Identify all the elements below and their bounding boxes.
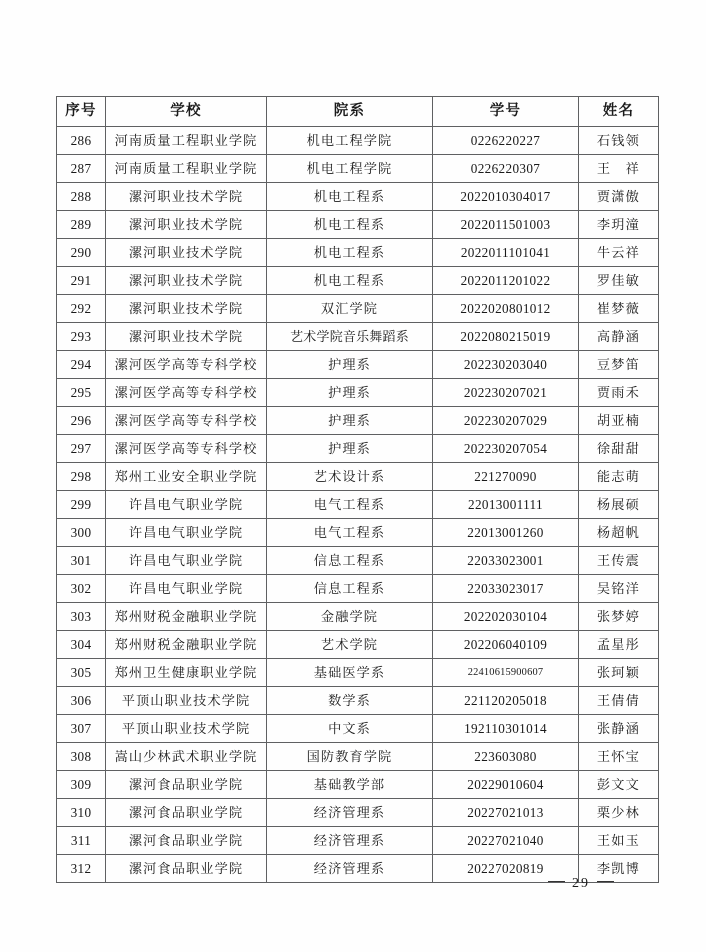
cell-name: 吴铭洋	[579, 575, 659, 603]
cell-name: 王如玉	[579, 827, 659, 855]
cell-student-id: 223603080	[433, 743, 579, 771]
table-row	[57, 183, 659, 211]
cell-seq: 288	[57, 183, 106, 211]
cell-seq: 298	[57, 463, 106, 491]
cell-student-id: 2022011101041	[433, 239, 579, 267]
cell-school: 许昌电气职业学院	[106, 519, 267, 547]
cell-dept: 中文系	[267, 715, 433, 743]
cell-student-id: 2022011201022	[433, 267, 579, 295]
cell-school: 漯河职业技术学院	[106, 239, 267, 267]
cell-student-id: 221270090	[433, 463, 579, 491]
cell-seq: 308	[57, 743, 106, 771]
table-row	[57, 519, 659, 547]
cell-name: 徐甜甜	[579, 435, 659, 463]
table-row	[57, 239, 659, 267]
cell-school: 郑州财税金融职业学院	[106, 603, 267, 631]
cell-school: 漯河食品职业学院	[106, 771, 267, 799]
cell-name: 贾潇傲	[579, 183, 659, 211]
footer-dash-right-icon	[597, 881, 614, 882]
cell-school: 漯河医学高等专科学校	[106, 351, 267, 379]
cell-seq: 306	[57, 687, 106, 715]
cell-seq: 304	[57, 631, 106, 659]
table-row	[57, 435, 659, 463]
cell-seq: 309	[57, 771, 106, 799]
cell-school: 漯河食品职业学院	[106, 799, 267, 827]
cell-name: 高静涵	[579, 323, 659, 351]
cell-dept: 机电工程学院	[267, 127, 433, 155]
cell-seq: 301	[57, 547, 106, 575]
cell-school: 漯河职业技术学院	[106, 183, 267, 211]
cell-seq: 291	[57, 267, 106, 295]
cell-school: 漯河食品职业学院	[106, 855, 267, 883]
footer-dash-left-icon	[548, 881, 565, 882]
cell-student-id: 2022020801012	[433, 295, 579, 323]
cell-name: 杨展硕	[579, 491, 659, 519]
cell-name: 王倩倩	[579, 687, 659, 715]
cell-student-id: 22033023017	[433, 575, 579, 603]
cell-school: 漯河职业技术学院	[106, 295, 267, 323]
cell-dept: 电气工程系	[267, 519, 433, 547]
cell-student-id: 202230207029	[433, 407, 579, 435]
cell-name: 张梦婷	[579, 603, 659, 631]
cell-student-id: 2022010304017	[433, 183, 579, 211]
cell-name: 贾雨禾	[579, 379, 659, 407]
cell-dept: 护理系	[267, 351, 433, 379]
cell-dept: 数学系	[267, 687, 433, 715]
cell-student-id: 2022080215019	[433, 323, 579, 351]
cell-student-id: 20227021013	[433, 799, 579, 827]
table-row	[57, 351, 659, 379]
cell-name: 李凯博	[579, 855, 659, 883]
table-row	[57, 407, 659, 435]
table-row	[57, 379, 659, 407]
cell-name: 牛云祥	[579, 239, 659, 267]
cell-student-id: 202230207054	[433, 435, 579, 463]
cell-student-id: 20227020819	[433, 855, 579, 883]
cell-name: 杨超帆	[579, 519, 659, 547]
cell-name: 彭文文	[579, 771, 659, 799]
cell-student-id: 22033023001	[433, 547, 579, 575]
cell-dept: 机电工程系	[267, 183, 433, 211]
cell-school: 郑州工业安全职业学院	[106, 463, 267, 491]
table-row	[57, 463, 659, 491]
cell-dept: 经济管理系	[267, 827, 433, 855]
cell-name: 王传震	[579, 547, 659, 575]
cell-seq: 299	[57, 491, 106, 519]
cell-seq: 294	[57, 351, 106, 379]
cell-school: 河南质量工程职业学院	[106, 155, 267, 183]
table-row	[57, 491, 659, 519]
cell-seq: 290	[57, 239, 106, 267]
cell-school: 嵩山少林武术职业学院	[106, 743, 267, 771]
cell-student-id: 202230207021	[433, 379, 579, 407]
cell-school: 许昌电气职业学院	[106, 575, 267, 603]
cell-dept: 护理系	[267, 407, 433, 435]
cell-student-id: 0226220227	[433, 127, 579, 155]
cell-dept: 国防教育学院	[267, 743, 433, 771]
roster-table-container	[56, 96, 658, 883]
table-row	[57, 771, 659, 799]
cell-school: 河南质量工程职业学院	[106, 127, 267, 155]
cell-dept: 信息工程系	[267, 575, 433, 603]
cell-name: 栗少林	[579, 799, 659, 827]
cell-dept: 机电工程系	[267, 239, 433, 267]
table-row	[57, 323, 659, 351]
table-row	[57, 295, 659, 323]
cell-school: 漯河职业技术学院	[106, 211, 267, 239]
cell-seq: 293	[57, 323, 106, 351]
table-row	[57, 547, 659, 575]
cell-school: 平顶山职业技术学院	[106, 715, 267, 743]
column-header-seq: 序号	[57, 97, 106, 127]
cell-name: 李玥潼	[579, 211, 659, 239]
cell-name: 罗佳敏	[579, 267, 659, 295]
cell-student-id: 2022011501003	[433, 211, 579, 239]
cell-seq: 296	[57, 407, 106, 435]
cell-seq: 311	[57, 827, 106, 855]
table-header	[57, 97, 659, 127]
table-row	[57, 631, 659, 659]
cell-seq: 289	[57, 211, 106, 239]
table-row	[57, 715, 659, 743]
cell-seq: 303	[57, 603, 106, 631]
cell-dept: 基础教学部	[267, 771, 433, 799]
cell-dept: 电气工程系	[267, 491, 433, 519]
cell-seq: 287	[57, 155, 106, 183]
cell-seq: 305	[57, 659, 106, 687]
cell-dept: 机电工程系	[267, 211, 433, 239]
column-header-name: 姓名	[579, 97, 659, 127]
cell-seq: 297	[57, 435, 106, 463]
cell-school: 漯河医学高等专科学校	[106, 407, 267, 435]
cell-name: 崔梦薇	[579, 295, 659, 323]
cell-name: 石钱领	[579, 127, 659, 155]
table-row	[57, 267, 659, 295]
cell-seq: 302	[57, 575, 106, 603]
table-row	[57, 827, 659, 855]
table-header-row	[57, 97, 659, 127]
cell-school: 平顶山职业技术学院	[106, 687, 267, 715]
cell-school: 漯河食品职业学院	[106, 827, 267, 855]
cell-school: 漯河医学高等专科学校	[106, 435, 267, 463]
cell-student-id: 20227021040	[433, 827, 579, 855]
cell-school: 许昌电气职业学院	[106, 547, 267, 575]
table-row	[57, 743, 659, 771]
cell-dept: 信息工程系	[267, 547, 433, 575]
cell-dept: 机电工程学院	[267, 155, 433, 183]
table-row	[57, 799, 659, 827]
cell-name: 张珂颖	[579, 659, 659, 687]
table-row	[57, 155, 659, 183]
table-row	[57, 687, 659, 715]
cell-dept: 艺术学院音乐舞蹈系	[267, 323, 433, 351]
cell-dept: 机电工程系	[267, 267, 433, 295]
table-body	[57, 127, 659, 883]
cell-seq: 295	[57, 379, 106, 407]
cell-school: 漯河医学高等专科学校	[106, 379, 267, 407]
cell-student-id: 20229010604	[433, 771, 579, 799]
cell-school: 漯河职业技术学院	[106, 267, 267, 295]
cell-student-id: 22013001260	[433, 519, 579, 547]
cell-student-id: 22410615900607	[433, 659, 579, 687]
cell-student-id: 0226220307	[433, 155, 579, 183]
cell-dept: 护理系	[267, 379, 433, 407]
cell-name: 能志萌	[579, 463, 659, 491]
page-number: 29	[572, 876, 590, 891]
cell-seq: 307	[57, 715, 106, 743]
cell-name: 孟星彤	[579, 631, 659, 659]
page-number-group	[85, 876, 621, 892]
column-header-school: 学校	[106, 97, 267, 127]
cell-student-id: 202230203040	[433, 351, 579, 379]
cell-student-id: 22013001111	[433, 491, 579, 519]
cell-seq: 292	[57, 295, 106, 323]
cell-student-id: 202202030104	[433, 603, 579, 631]
cell-seq: 312	[57, 855, 106, 883]
cell-name: 胡亚楠	[579, 407, 659, 435]
cell-dept: 双汇学院	[267, 295, 433, 323]
cell-school: 郑州财税金融职业学院	[106, 631, 267, 659]
cell-name: 张静涵	[579, 715, 659, 743]
cell-school: 郑州卫生健康职业学院	[106, 659, 267, 687]
cell-dept: 经济管理系	[267, 855, 433, 883]
table-row	[57, 575, 659, 603]
cell-seq: 300	[57, 519, 106, 547]
cell-student-id: 192110301014	[433, 715, 579, 743]
cell-school: 漯河职业技术学院	[106, 323, 267, 351]
cell-dept: 经济管理系	[267, 799, 433, 827]
cell-seq: 286	[57, 127, 106, 155]
cell-dept: 艺术学院	[267, 631, 433, 659]
table-row	[57, 127, 659, 155]
cell-name: 豆梦笛	[579, 351, 659, 379]
cell-seq: 310	[57, 799, 106, 827]
cell-dept: 护理系	[267, 435, 433, 463]
column-header-dept: 院系	[267, 97, 433, 127]
cell-school: 许昌电气职业学院	[106, 491, 267, 519]
cell-dept: 金融学院	[267, 603, 433, 631]
cell-student-id: 221120205018	[433, 687, 579, 715]
cell-dept: 基础医学系	[267, 659, 433, 687]
cell-dept: 艺术设计系	[267, 463, 433, 491]
page-footer	[0, 876, 706, 892]
cell-name: 王怀宝	[579, 743, 659, 771]
cell-student-id: 202206040109	[433, 631, 579, 659]
column-header-student-id: 学号	[433, 97, 579, 127]
table-row	[57, 211, 659, 239]
roster-table	[56, 96, 659, 883]
table-row	[57, 603, 659, 631]
cell-name: 王 祥	[579, 155, 659, 183]
table-row	[57, 659, 659, 687]
